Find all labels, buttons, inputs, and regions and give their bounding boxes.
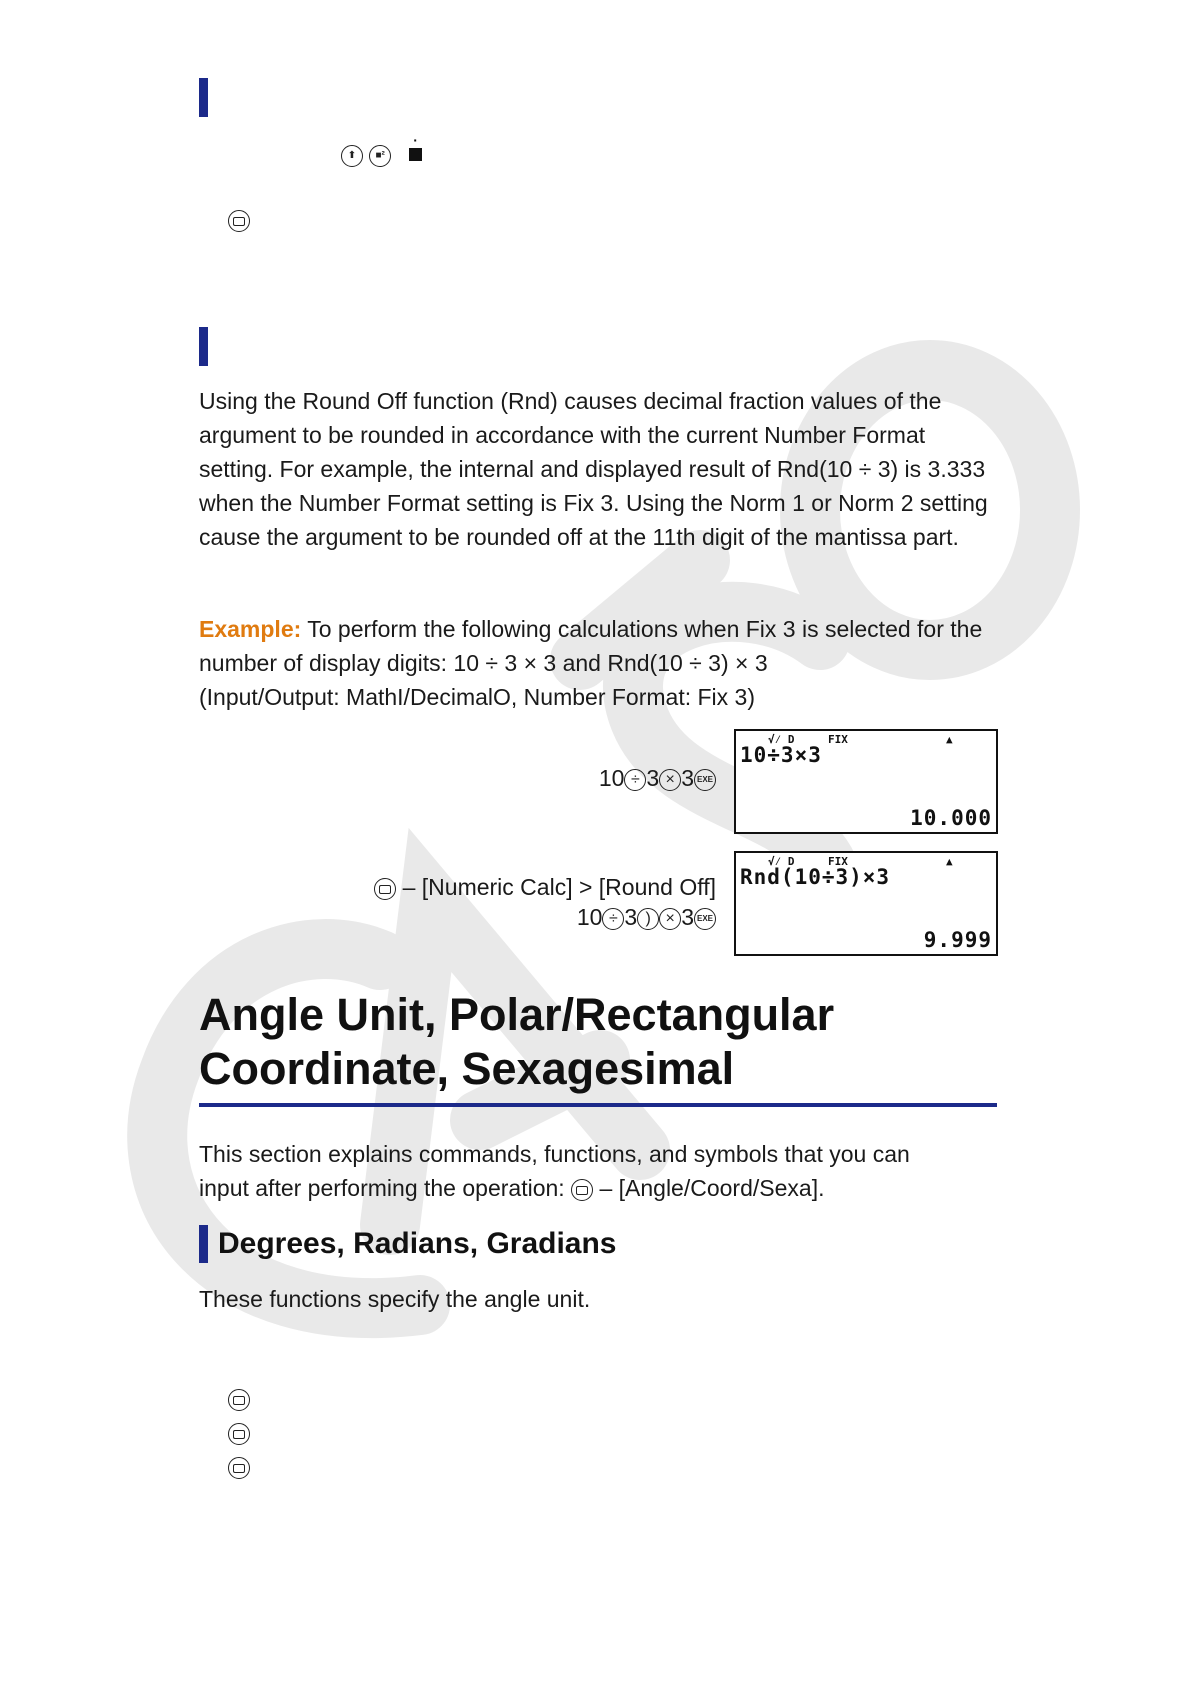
- lcd-fix-indicator: FIX: [828, 855, 848, 868]
- catalog-key-icon: [374, 878, 396, 900]
- example-label: Example:: [199, 616, 302, 642]
- section-bar-1: [199, 78, 208, 117]
- exe-key-icon: EXE: [694, 769, 716, 791]
- lcd-display-2: [734, 851, 998, 956]
- catalog-key-icon: [228, 210, 250, 232]
- subsection-bar: [199, 1225, 208, 1263]
- catalog-key-icon: [571, 1179, 593, 1201]
- catalog-key-list: [228, 1389, 250, 1491]
- example2-operation: – [Numeric Calc] > [Round Off] 10 ÷ 3 ) × 3 EXE: [316, 872, 716, 932]
- shift-key-icon: ⬆: [341, 145, 363, 167]
- example1-operation: 10 ÷ 3 × 3 EXE: [416, 763, 716, 793]
- exe-key-icon: EXE: [694, 908, 716, 930]
- subsection-title: Degrees, Radians, Gradians: [218, 1227, 617, 1260]
- subsection-text: These functions specify the angle unit.: [199, 1286, 591, 1312]
- square-symbol-icon: ·: [409, 142, 422, 168]
- section-bar-2: [199, 327, 208, 366]
- menu-path: – [Numeric Calc] > [Round Off]: [402, 874, 716, 900]
- lcd-expression: Rnd(10÷3)×3: [740, 865, 891, 889]
- close-paren-key-icon: ): [637, 908, 659, 930]
- section-title-rule: [199, 1103, 997, 1107]
- lcd-display-1: [734, 729, 998, 834]
- round-off-paragraph: Using the Round Off function (Rnd) causes decimal fraction values of the argument to be rounded in accordance with the current Number Format setting. For example, the internal and displayed result of Rnd(10 ÷ 3) is 3.333 when the Number Format setting is Fix 3. Using the Norm 1 or Norm 2 setting cause the argument to be rounded off at the 11th digit of the mantissa part.: [199, 388, 988, 550]
- catalog-key-row: [228, 210, 250, 232]
- example-settings: (Input/Output: MathI/DecimalO, Number Format: Fix 3): [199, 684, 755, 710]
- section-title: Angle Unit, Polar/Rectangular Coordinate, Sexagesimal: [199, 989, 835, 1094]
- divide-key-icon: ÷: [624, 769, 646, 791]
- times-key-icon: ×: [659, 908, 681, 930]
- catalog-key-icon: [228, 1457, 250, 1479]
- example-block: [199, 612, 999, 714]
- times-key-icon: ×: [659, 769, 681, 791]
- lcd-expression: 10÷3×3: [740, 743, 822, 767]
- catalog-key-icon: [228, 1423, 250, 1445]
- lcd-arrow-indicator: ▲: [946, 733, 953, 746]
- square-key-icon: ■²: [369, 145, 391, 167]
- lcd-arrow-indicator: ▲: [946, 855, 953, 868]
- key-sequence-row: [341, 132, 422, 168]
- lcd-fix-indicator: FIX: [828, 733, 848, 746]
- section-intro: This section explains commands, functions, and symbols that you can input after performing the operation: – [Angle/Coord/Sexa].: [199, 1141, 910, 1201]
- lcd-indicators: √⁄ D: [768, 855, 795, 868]
- divide-key-icon: ÷: [602, 908, 624, 930]
- catalog-key-icon: [228, 1389, 250, 1411]
- lcd-indicators: √⁄ D: [768, 733, 795, 746]
- lcd-result: 10.000: [910, 806, 992, 830]
- example-text: To perform the following calculations when Fix 3 is selected for the number of display digits: 10 ÷ 3 × 3 and Rnd(10 ÷ 3) × 3: [199, 616, 983, 676]
- lcd-result: 9.999: [923, 928, 992, 952]
